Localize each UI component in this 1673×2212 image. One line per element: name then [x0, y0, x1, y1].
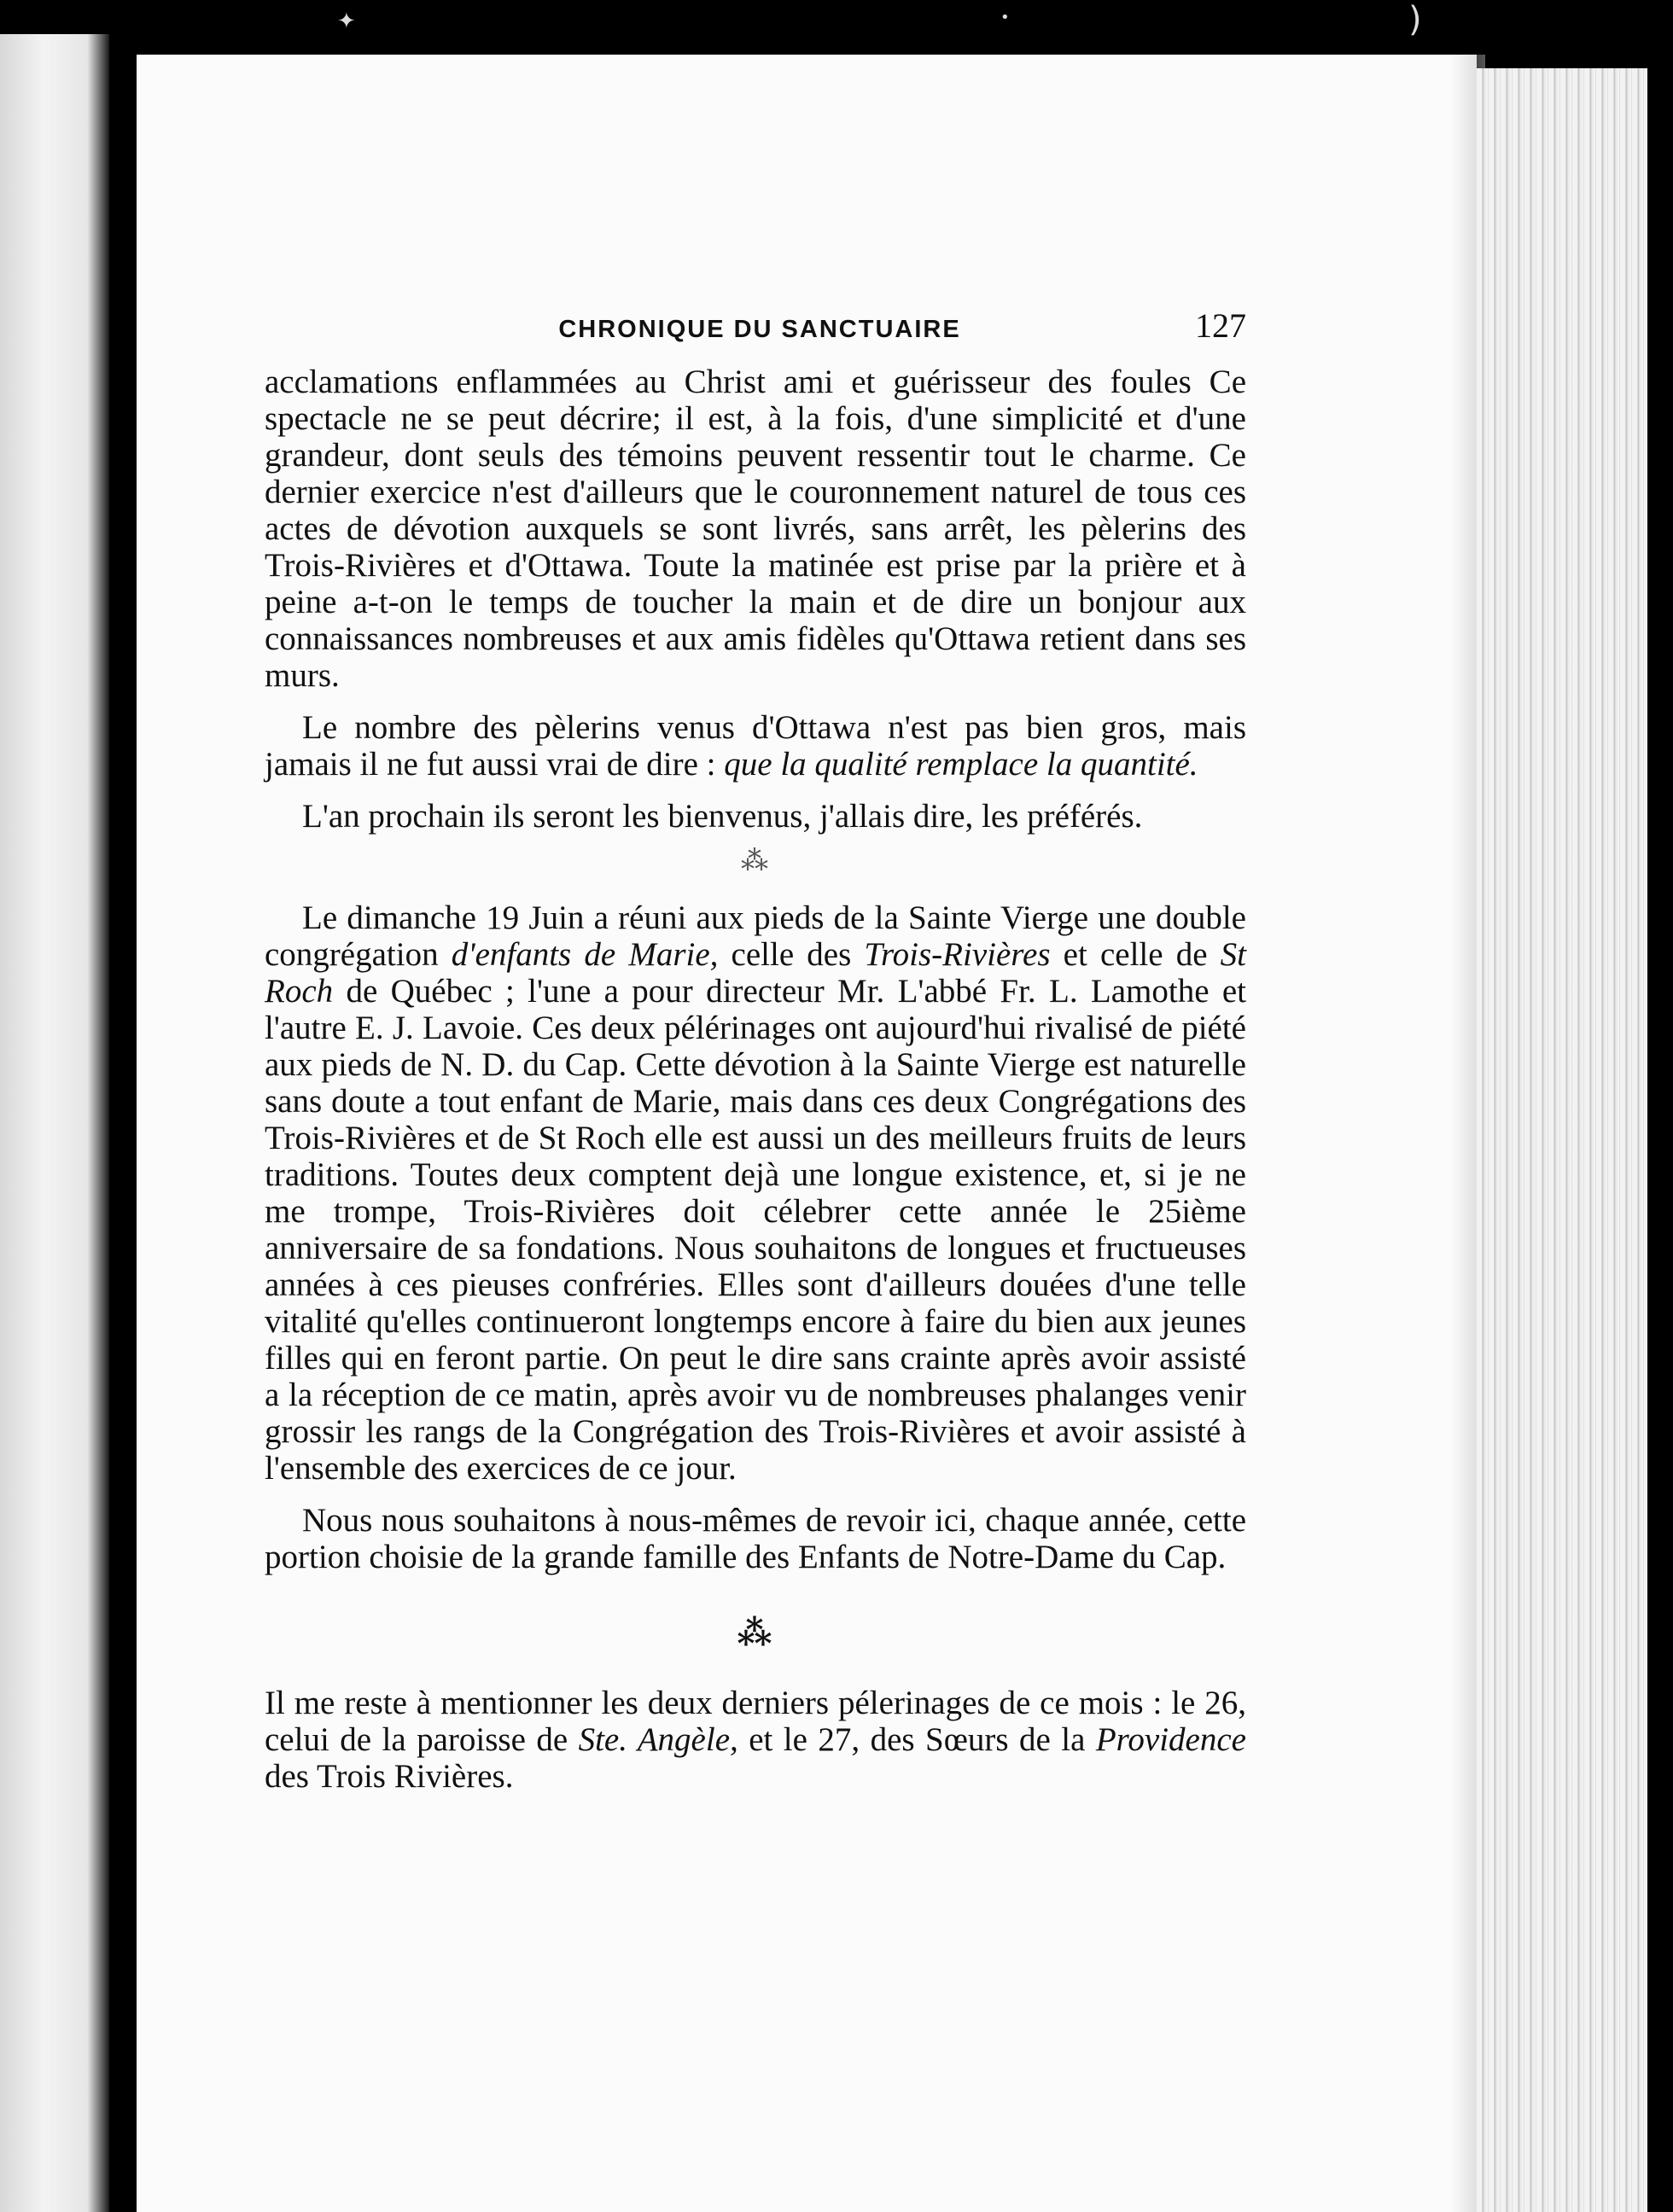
- page-text-block: [265, 307, 1246, 1795]
- paragraph-6-italic-providence: Providence: [1095, 1721, 1246, 1758]
- paragraph-5-text: Nous nous souhaitons à nous-mêmes de revoir ici, chaque année, cette portion choisie de la grande famille des Enfants de Notre-Dame du Cap.: [265, 1502, 1246, 1575]
- paragraph-1-text: acclamations enflammées au Christ ami et guérisseur des foules Ce spectacle ne se peut décrire; il est, à la fois, d'une simplicité et d'une grandeur, dont seuls des témoins peuvent ressentir tout le charme. Ce dernier exercice n'est d'ailleurs que le couronnement naturel de tous ces actes de dévotion auxquels se sont livrés, sans arrêt, les pèlerins des Trois-Rivières et d'Ottawa. Toute la matinée est prise par la prière et à peine a-t-on le temps de toucher la main et de dire un bonjour aux connaissances nombreuses et aux amis fidèles qu'Ottawa retient dans ses murs.: [265, 364, 1246, 694]
- paragraph-6-text-after: des Trois Rivières.: [265, 1758, 514, 1795]
- scan-curl-mark: ): [1408, 0, 1422, 39]
- paragraph-1: [265, 364, 1246, 694]
- paragraph-2: [265, 709, 1246, 783]
- paragraph-5: [265, 1502, 1246, 1575]
- paragraph-6-text: Il me reste à mentionner les deux derniers pélerinages de ce mois : le 26, celui de la paroisse de: [265, 1685, 1246, 1758]
- page-number: 127: [1195, 306, 1246, 345]
- paragraph-4-italic-trois-rivieres: Trois-Rivières: [864, 936, 1051, 973]
- paragraph-4-text-mid: celle des: [718, 936, 865, 973]
- paragraph-6-italic-ste-angele: Ste. Angèle,: [578, 1721, 738, 1758]
- paragraph-4: [265, 899, 1246, 1487]
- paragraph-4-text-after: de Québec ; l'une a pour directeur Mr. L'abbé Fr. L. Lamothe et l'autre E. J. Lavoie. Ces deux pélérinages ont aujourd'hui rivalisé de piété aux pieds de N. D. du Cap. Cette dévotion à la Sainte Vierge est naturelle sans doute a tout enfant de Marie, mais dans ces deux Congrégations des Trois-Rivières et de St Roch elle est aussi un des meilleurs fruits de leurs traditions. Toutes deux comptent dejà une longue existence, et, si je ne me trompe, Trois-Rivières doit célebrer cette année le 25ième anniversaire de sa fondations. Nous souhaitons de longues et fructueuses années à ces pieuses confréries. Elles sont d'ailleurs douées d'une telle vitalité qu'elles continueront longtemps encore à faire du bien aux jeunes filles qui en feront partie. On peut le dire sans crainte après avoir assisté a la réception de ce matin, après avoir vu de nombreuses phalanges venir grossir les rangs de la Congrégation des Trois-Rivières et avoir assisté à l'ensemble des exercices de ce jour.: [265, 973, 1246, 1487]
- left-page-edge: [0, 34, 109, 2212]
- paragraph-2-italic: que la qualité remplace la quantité.: [724, 746, 1198, 783]
- paragraph-2-text: Le nombre des pèlerins venus d'Ottawa n'est pas bien gros, mais jamais il ne fut aussi vrai de dire :: [265, 709, 1246, 783]
- paragraph-4-text: Le dimanche 19 Juin a réuni aux pieds de la Sainte Vierge une double congrégation: [265, 899, 1246, 973]
- paragraph-3: [265, 798, 1246, 835]
- running-head: [265, 307, 1246, 348]
- paragraph-4-italic-enfants: d'enfants de Marie,: [451, 936, 719, 973]
- running-title: CHRONIQUE DU SANCTUAIRE: [558, 316, 961, 343]
- scan-speck-mark: •: [1000, 9, 1010, 26]
- paragraph-3-text: L'an prochain ils seront les bienvenus, j'allais dire, les préférés.: [302, 798, 1143, 835]
- scan-speck-mark: ✦: [337, 9, 356, 34]
- paragraph-6: [265, 1685, 1246, 1795]
- paragraph-4-text-mid: et celle de: [1050, 936, 1221, 973]
- page-stack-edges: [1477, 68, 1647, 2212]
- paragraph-6-text-mid: et le 27, des Sœurs de la: [737, 1721, 1096, 1758]
- section-separator-asterism-bold: ⁂: [737, 1614, 774, 1652]
- section-separator-asterism: ⁂: [741, 845, 770, 876]
- paragraph-4-italic-st-roch: St Roch: [265, 936, 1246, 1010]
